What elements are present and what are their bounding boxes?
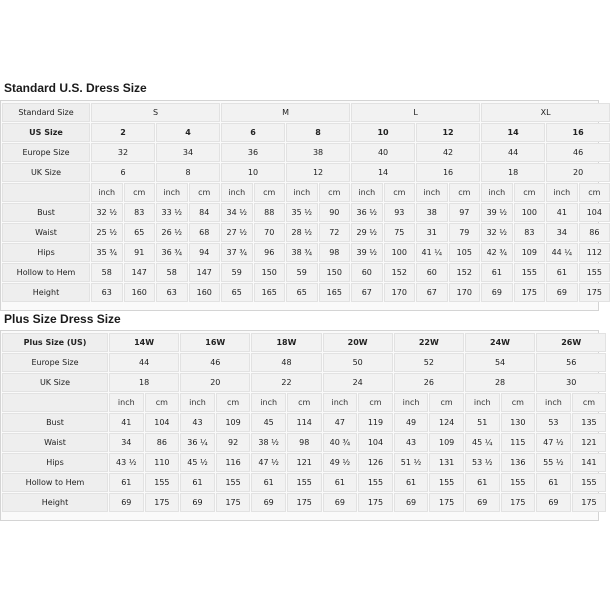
measurement-cell: 69 — [180, 493, 215, 512]
measurement-row — [2, 223, 610, 242]
measurement-cell: 58 — [156, 263, 188, 282]
measurement-cell: 31 — [416, 223, 448, 242]
uk-size-cell: 26 — [394, 373, 464, 392]
europe-size-row — [2, 143, 610, 162]
row-label: Waist — [2, 433, 108, 452]
unit-inch-cell: inch — [416, 183, 448, 202]
measurement-row — [2, 203, 610, 222]
uk-size-cell: 6 — [91, 163, 155, 182]
unit-row — [2, 183, 610, 202]
measurement-cell: 165 — [319, 283, 351, 302]
unit-cm-cell: cm — [124, 183, 156, 202]
unit-cm-cell: cm — [254, 183, 286, 202]
measurement-cell: 86 — [579, 223, 611, 242]
measurement-cell: 39 ½ — [481, 203, 513, 222]
measurement-cell: 84 — [189, 203, 221, 222]
measurement-cell: 55 ½ — [536, 453, 571, 472]
europe-size-cell: 50 — [323, 353, 393, 372]
unit-cm-cell: cm — [358, 393, 393, 412]
measurement-cell: 155 — [572, 473, 607, 492]
measurement-cell: 175 — [429, 493, 464, 512]
measurement-cell: 35 ½ — [286, 203, 318, 222]
measurement-cell: 69 — [394, 493, 429, 512]
measurement-cell: 41 ¼ — [416, 243, 448, 262]
uk-size-cell: 30 — [536, 373, 606, 392]
unit-inch-cell: inch — [546, 183, 578, 202]
unit-inch-cell: inch — [180, 393, 215, 412]
row-label: Bust — [2, 203, 90, 222]
measurement-cell: 100 — [384, 243, 416, 262]
measurement-cell: 34 — [546, 223, 578, 242]
measurement-cell: 63 — [91, 283, 123, 302]
measurement-cell: 45 ½ — [180, 453, 215, 472]
measurement-cell: 79 — [449, 223, 481, 242]
uk-size-cell: 10 — [221, 163, 285, 182]
uk-size-cell: 12 — [286, 163, 350, 182]
unit-inch-cell: inch — [351, 183, 383, 202]
measurement-cell: 28 ½ — [286, 223, 318, 242]
size-group-cell: L — [351, 103, 480, 122]
measurement-cell: 68 — [189, 223, 221, 242]
unit-inch-cell: inch — [394, 393, 429, 412]
measurement-cell: 70 — [254, 223, 286, 242]
europe-size-cell: 44 — [481, 143, 545, 162]
row-label: Hollow to Hem — [2, 263, 90, 282]
us-size-cell: 8 — [286, 123, 350, 142]
unit-cm-cell: cm — [189, 183, 221, 202]
measurement-cell: 92 — [216, 433, 251, 452]
uk-size-row — [2, 373, 606, 392]
row-label: Height — [2, 283, 90, 302]
measurement-cell: 47 — [323, 413, 358, 432]
measurement-cell: 61 — [251, 473, 286, 492]
measurement-cell: 105 — [449, 243, 481, 262]
plus-size-table — [1, 332, 607, 513]
measurement-cell: 109 — [216, 413, 251, 432]
unit-inch-cell: inch — [465, 393, 500, 412]
measurement-cell: 110 — [145, 453, 180, 472]
measurement-cell: 38 ¾ — [286, 243, 318, 262]
unit-cm-cell: cm — [501, 393, 536, 412]
europe-size-cell: 36 — [221, 143, 285, 162]
measurement-cell: 91 — [124, 243, 156, 262]
row-label: US Size — [2, 123, 90, 142]
row-label: Europe Size — [2, 353, 108, 372]
measurement-cell: 96 — [254, 243, 286, 262]
unit-inch-cell: inch — [156, 183, 188, 202]
uk-size-cell: 20 — [546, 163, 610, 182]
measurement-cell: 100 — [514, 203, 546, 222]
europe-size-cell: 46 — [546, 143, 610, 162]
row-label: Hollow to Hem — [2, 473, 108, 492]
measurement-cell: 61 — [180, 473, 215, 492]
measurement-cell: 104 — [145, 413, 180, 432]
measurement-cell: 150 — [319, 263, 351, 282]
measurement-cell: 51 ½ — [394, 453, 429, 472]
measurement-cell: 61 — [481, 263, 513, 282]
size-group-cell: XL — [481, 103, 610, 122]
unit-cm-cell: cm — [579, 183, 611, 202]
measurement-cell: 34 — [109, 433, 144, 452]
us-size-cell: 14 — [481, 123, 545, 142]
europe-size-row — [2, 353, 606, 372]
measurement-cell: 37 ¾ — [221, 243, 253, 262]
us-size-cell: 16 — [546, 123, 610, 142]
measurement-cell: 45 — [251, 413, 286, 432]
measurement-cell: 53 ½ — [465, 453, 500, 472]
measurement-cell: 25 ½ — [91, 223, 123, 242]
unit-inch-cell: inch — [91, 183, 123, 202]
measurement-cell: 60 — [416, 263, 448, 282]
unit-inch-cell: inch — [251, 393, 286, 412]
measurement-cell: 75 — [384, 223, 416, 242]
unit-cm-cell: cm — [572, 393, 607, 412]
unit-label-empty — [2, 183, 90, 202]
measurement-cell: 69 — [481, 283, 513, 302]
row-label: Bust — [2, 413, 108, 432]
unit-label-empty — [2, 393, 108, 412]
plus-size-cell: 26W — [536, 333, 606, 352]
measurement-cell: 61 — [536, 473, 571, 492]
plus-size-cell: 18W — [251, 333, 321, 352]
europe-size-cell: 40 — [351, 143, 415, 162]
europe-size-cell: 42 — [416, 143, 480, 162]
measurement-cell: 170 — [384, 283, 416, 302]
europe-size-cell: 32 — [91, 143, 155, 162]
unit-inch-cell: inch — [221, 183, 253, 202]
measurement-cell: 116 — [216, 453, 251, 472]
measurement-cell: 109 — [429, 433, 464, 452]
europe-size-cell: 56 — [536, 353, 606, 372]
row-label: UK Size — [2, 373, 108, 392]
measurement-cell: 155 — [514, 263, 546, 282]
plus-size-cell: 24W — [465, 333, 535, 352]
row-label: Hips — [2, 243, 90, 262]
measurement-cell: 93 — [384, 203, 416, 222]
measurement-cell: 61 — [465, 473, 500, 492]
measurement-cell: 72 — [319, 223, 351, 242]
measurement-cell: 45 ¼ — [465, 433, 500, 452]
unit-inch-cell: inch — [109, 393, 144, 412]
measurement-cell: 175 — [514, 283, 546, 302]
measurement-cell: 59 — [221, 263, 253, 282]
measurement-cell: 152 — [449, 263, 481, 282]
measurement-cell: 47 ½ — [536, 433, 571, 452]
measurement-cell: 88 — [254, 203, 286, 222]
measurement-cell: 51 — [465, 413, 500, 432]
measurement-cell: 47 ½ — [251, 453, 286, 472]
measurement-cell: 152 — [384, 263, 416, 282]
measurement-cell: 69 — [546, 283, 578, 302]
uk-size-cell: 14 — [351, 163, 415, 182]
uk-size-cell: 16 — [416, 163, 480, 182]
measurement-row — [2, 413, 606, 432]
measurement-row — [2, 263, 610, 282]
measurement-cell: 61 — [394, 473, 429, 492]
measurement-cell: 65 — [124, 223, 156, 242]
measurement-cell: 65 — [286, 283, 318, 302]
row-label: Plus Size (US) — [2, 333, 108, 352]
us-size-cell: 10 — [351, 123, 415, 142]
measurement-cell: 94 — [189, 243, 221, 262]
measurement-cell: 41 — [546, 203, 578, 222]
measurement-cell: 38 — [416, 203, 448, 222]
measurement-cell: 58 — [91, 263, 123, 282]
measurement-cell: 160 — [124, 283, 156, 302]
europe-size-cell: 44 — [109, 353, 179, 372]
measurement-cell: 43 ½ — [109, 453, 144, 472]
measurement-cell: 150 — [254, 263, 286, 282]
measurement-cell: 44 ¼ — [546, 243, 578, 262]
measurement-cell: 130 — [501, 413, 536, 432]
measurement-cell: 131 — [429, 453, 464, 472]
measurement-cell: 65 — [221, 283, 253, 302]
measurement-cell: 83 — [124, 203, 156, 222]
measurement-cell: 175 — [501, 493, 536, 512]
measurement-cell: 104 — [358, 433, 393, 452]
row-label: Standard Size — [2, 103, 90, 122]
unit-cm-cell: cm — [449, 183, 481, 202]
measurement-cell: 115 — [501, 433, 536, 452]
size-group-cell: M — [221, 103, 350, 122]
measurement-cell: 61 — [323, 473, 358, 492]
measurement-cell: 147 — [189, 263, 221, 282]
measurement-cell: 26 ½ — [156, 223, 188, 242]
measurement-cell: 98 — [319, 243, 351, 262]
measurement-row — [2, 493, 606, 512]
measurement-cell: 67 — [416, 283, 448, 302]
measurement-cell: 83 — [514, 223, 546, 242]
measurement-row — [2, 453, 606, 472]
standard-size-row — [2, 103, 610, 122]
measurement-cell: 29 ½ — [351, 223, 383, 242]
unit-cm-cell: cm — [429, 393, 464, 412]
measurement-cell: 136 — [501, 453, 536, 472]
measurement-cell: 155 — [287, 473, 322, 492]
unit-inch-cell: inch — [286, 183, 318, 202]
measurement-cell: 38 ½ — [251, 433, 286, 452]
unit-inch-cell: inch — [481, 183, 513, 202]
unit-cm-cell: cm — [514, 183, 546, 202]
uk-size-cell: 22 — [251, 373, 321, 392]
measurement-cell: 121 — [287, 453, 322, 472]
uk-size-cell: 18 — [109, 373, 179, 392]
measurement-cell: 67 — [351, 283, 383, 302]
measurement-cell: 36 ¼ — [180, 433, 215, 452]
measurement-cell: 147 — [124, 263, 156, 282]
measurement-cell: 175 — [579, 283, 611, 302]
measurement-cell: 61 — [546, 263, 578, 282]
unit-cm-cell: cm — [319, 183, 351, 202]
measurement-cell: 69 — [536, 493, 571, 512]
measurement-cell: 114 — [287, 413, 322, 432]
measurement-cell: 126 — [358, 453, 393, 472]
row-label: Waist — [2, 223, 90, 242]
measurement-cell: 32 ½ — [91, 203, 123, 222]
europe-size-cell: 38 — [286, 143, 350, 162]
unit-cm-cell: cm — [384, 183, 416, 202]
plus-size-cell: 20W — [323, 333, 393, 352]
measurement-cell: 170 — [449, 283, 481, 302]
measurement-cell: 124 — [429, 413, 464, 432]
europe-size-cell: 54 — [465, 353, 535, 372]
plus-size-cell: 16W — [180, 333, 250, 352]
measurement-cell: 43 — [394, 433, 429, 452]
measurement-row — [2, 283, 610, 302]
measurement-cell: 69 — [323, 493, 358, 512]
europe-size-cell: 48 — [251, 353, 321, 372]
measurement-cell: 33 ½ — [156, 203, 188, 222]
measurement-cell: 36 ¾ — [156, 243, 188, 262]
measurement-cell: 69 — [251, 493, 286, 512]
measurement-cell: 35 ¾ — [91, 243, 123, 262]
unit-cm-cell: cm — [145, 393, 180, 412]
measurement-cell: 155 — [216, 473, 251, 492]
measurement-row — [2, 473, 606, 492]
measurement-cell: 97 — [449, 203, 481, 222]
size-group-cell: S — [91, 103, 220, 122]
measurement-cell: 69 — [109, 493, 144, 512]
unit-inch-cell: inch — [323, 393, 358, 412]
uk-size-row — [2, 163, 610, 182]
measurement-cell: 155 — [358, 473, 393, 492]
measurement-cell: 42 ¾ — [481, 243, 513, 262]
us-size-cell: 4 — [156, 123, 220, 142]
measurement-cell: 175 — [572, 493, 607, 512]
measurement-row — [2, 243, 610, 262]
measurement-cell: 61 — [109, 473, 144, 492]
measurement-cell: 90 — [319, 203, 351, 222]
plus-size-title: Plus Size Dress Size — [4, 312, 121, 326]
us-size-cell: 12 — [416, 123, 480, 142]
plus-size-cell: 22W — [394, 333, 464, 352]
measurement-cell: 160 — [189, 283, 221, 302]
measurement-cell: 32 ½ — [481, 223, 513, 242]
measurement-cell: 119 — [358, 413, 393, 432]
measurement-cell: 41 — [109, 413, 144, 432]
uk-size-cell: 8 — [156, 163, 220, 182]
plus-size-row — [2, 333, 606, 352]
measurement-cell: 135 — [572, 413, 607, 432]
measurement-cell: 175 — [287, 493, 322, 512]
uk-size-cell: 28 — [465, 373, 535, 392]
measurement-cell: 98 — [287, 433, 322, 452]
row-label: UK Size — [2, 163, 90, 182]
europe-size-cell: 34 — [156, 143, 220, 162]
measurement-cell: 155 — [501, 473, 536, 492]
measurement-cell: 53 — [536, 413, 571, 432]
us-size-cell: 6 — [221, 123, 285, 142]
measurement-cell: 112 — [579, 243, 611, 262]
uk-size-cell: 20 — [180, 373, 250, 392]
row-label: Height — [2, 493, 108, 512]
measurement-cell: 109 — [514, 243, 546, 262]
europe-size-cell: 52 — [394, 353, 464, 372]
measurement-cell: 155 — [145, 473, 180, 492]
measurement-cell: 27 ½ — [221, 223, 253, 242]
row-label: Europe Size — [2, 143, 90, 162]
measurement-cell: 155 — [579, 263, 611, 282]
measurement-cell: 63 — [156, 283, 188, 302]
measurement-row — [2, 433, 606, 452]
europe-size-cell: 46 — [180, 353, 250, 372]
measurement-cell: 60 — [351, 263, 383, 282]
measurement-cell: 165 — [254, 283, 286, 302]
measurement-cell: 39 ½ — [351, 243, 383, 262]
measurement-cell: 175 — [216, 493, 251, 512]
row-label: Hips — [2, 453, 108, 472]
measurement-cell: 49 ½ — [323, 453, 358, 472]
measurement-cell: 155 — [429, 473, 464, 492]
standard-size-table — [1, 102, 611, 303]
measurement-cell: 69 — [465, 493, 500, 512]
measurement-cell: 86 — [145, 433, 180, 452]
measurement-cell: 141 — [572, 453, 607, 472]
plus-size-cell: 14W — [109, 333, 179, 352]
measurement-cell: 49 — [394, 413, 429, 432]
measurement-cell: 59 — [286, 263, 318, 282]
measurement-cell: 175 — [358, 493, 393, 512]
measurement-cell: 36 ½ — [351, 203, 383, 222]
unit-row — [2, 393, 606, 412]
uk-size-cell: 18 — [481, 163, 545, 182]
measurement-cell: 34 ½ — [221, 203, 253, 222]
measurement-cell: 121 — [572, 433, 607, 452]
measurement-cell: 175 — [145, 493, 180, 512]
measurement-cell: 40 ¾ — [323, 433, 358, 452]
us-size-row — [2, 123, 610, 142]
standard-size-title: Standard U.S. Dress Size — [4, 81, 147, 95]
uk-size-cell: 24 — [323, 373, 393, 392]
unit-cm-cell: cm — [216, 393, 251, 412]
measurement-cell: 104 — [579, 203, 611, 222]
unit-inch-cell: inch — [536, 393, 571, 412]
measurement-cell: 43 — [180, 413, 215, 432]
unit-cm-cell: cm — [287, 393, 322, 412]
us-size-cell: 2 — [91, 123, 155, 142]
